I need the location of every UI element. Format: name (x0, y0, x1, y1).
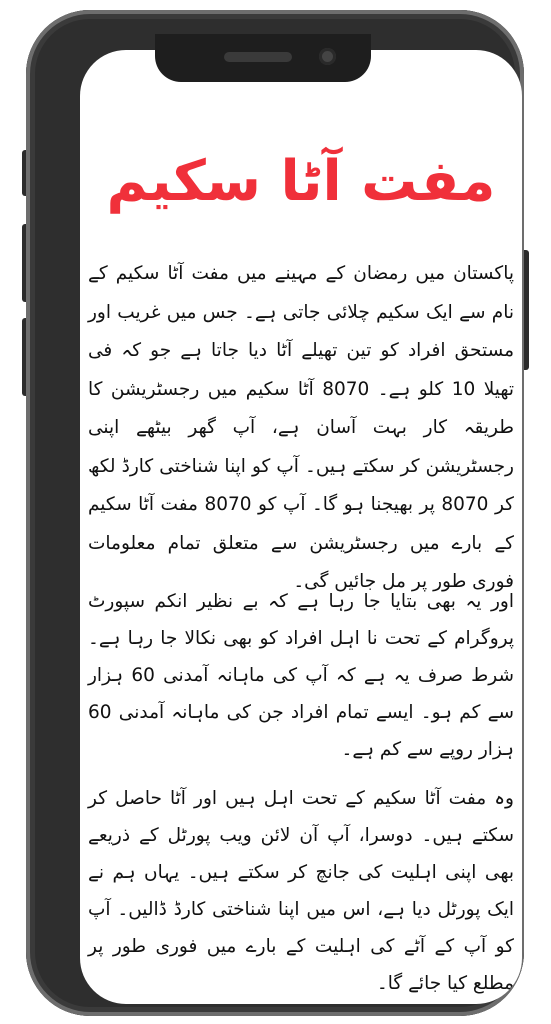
front-camera-icon (319, 48, 336, 65)
phone-frame (26, 10, 524, 1016)
phone-screen (80, 50, 522, 1004)
paragraph-3: وہ مفت آٹا سکیم کے تحت اہل ہیں اور آٹا حاصل کر سکتے ہیں۔ دوسرا، آپ آن لائن ویب پورٹل کے ذریعے بھی اپنی اہلیت کی جانچ کر سکتے ہیں۔ یہاں ہم نے ایک پورٹل دیا ہے، اس میں اپنا شناختی کارڈ ڈالیں۔ آپ کو آپ کے آٹے کی اہلیت کے بارے میں فوری طور پر مطلع کیا جائے گا۔ (88, 788, 514, 994)
paragraph-1: پاکستان میں رمضان کے مہینے میں مفت آٹا سکیم کے نام سے ایک سکیم چلائی جاتی ہے۔ جس میں غریب اور مستحق افراد کو تین تھیلے آٹا دیا جاتا ہے جو کہ فی تھیلا 10 کلو ہے۔ 8070 آٹا سکیم میں رجسٹریشن کا طریقہ کار بہت آسان ہے، آپ گھر بیٹھے اپنی رجسٹریشن کر سکتے ہیں۔ آپ کو اپنا شناختی کارڈ لکھ کر 8070 پر بھیجنا ہو گا۔ آپ کو 8070 مفت آٹا سکیم کے بارے میں رجسٹریشن سے متعلق تمام معلومات فوری طور پر مل جائیں گی۔ (88, 263, 515, 592)
speaker-grille (224, 52, 292, 62)
paragraph-2: اور یہ بھی بتایا جا رہا ہے کہ بے نظیر انکم سپورٹ پروگرام کے تحت نا اہل افراد کو بھی نکالا جا رہا ہے۔ شرط صرف یہ ہے کہ آپ کی ماہانہ آمدنی 60 ہزار سے کم ہو۔ ایسے تمام افراد جن کی ماہانہ آمدنی 60 ہزار روپے سے کم ہے۔ (88, 591, 514, 760)
page-title: مفت آٹا سکیم (106, 149, 496, 214)
